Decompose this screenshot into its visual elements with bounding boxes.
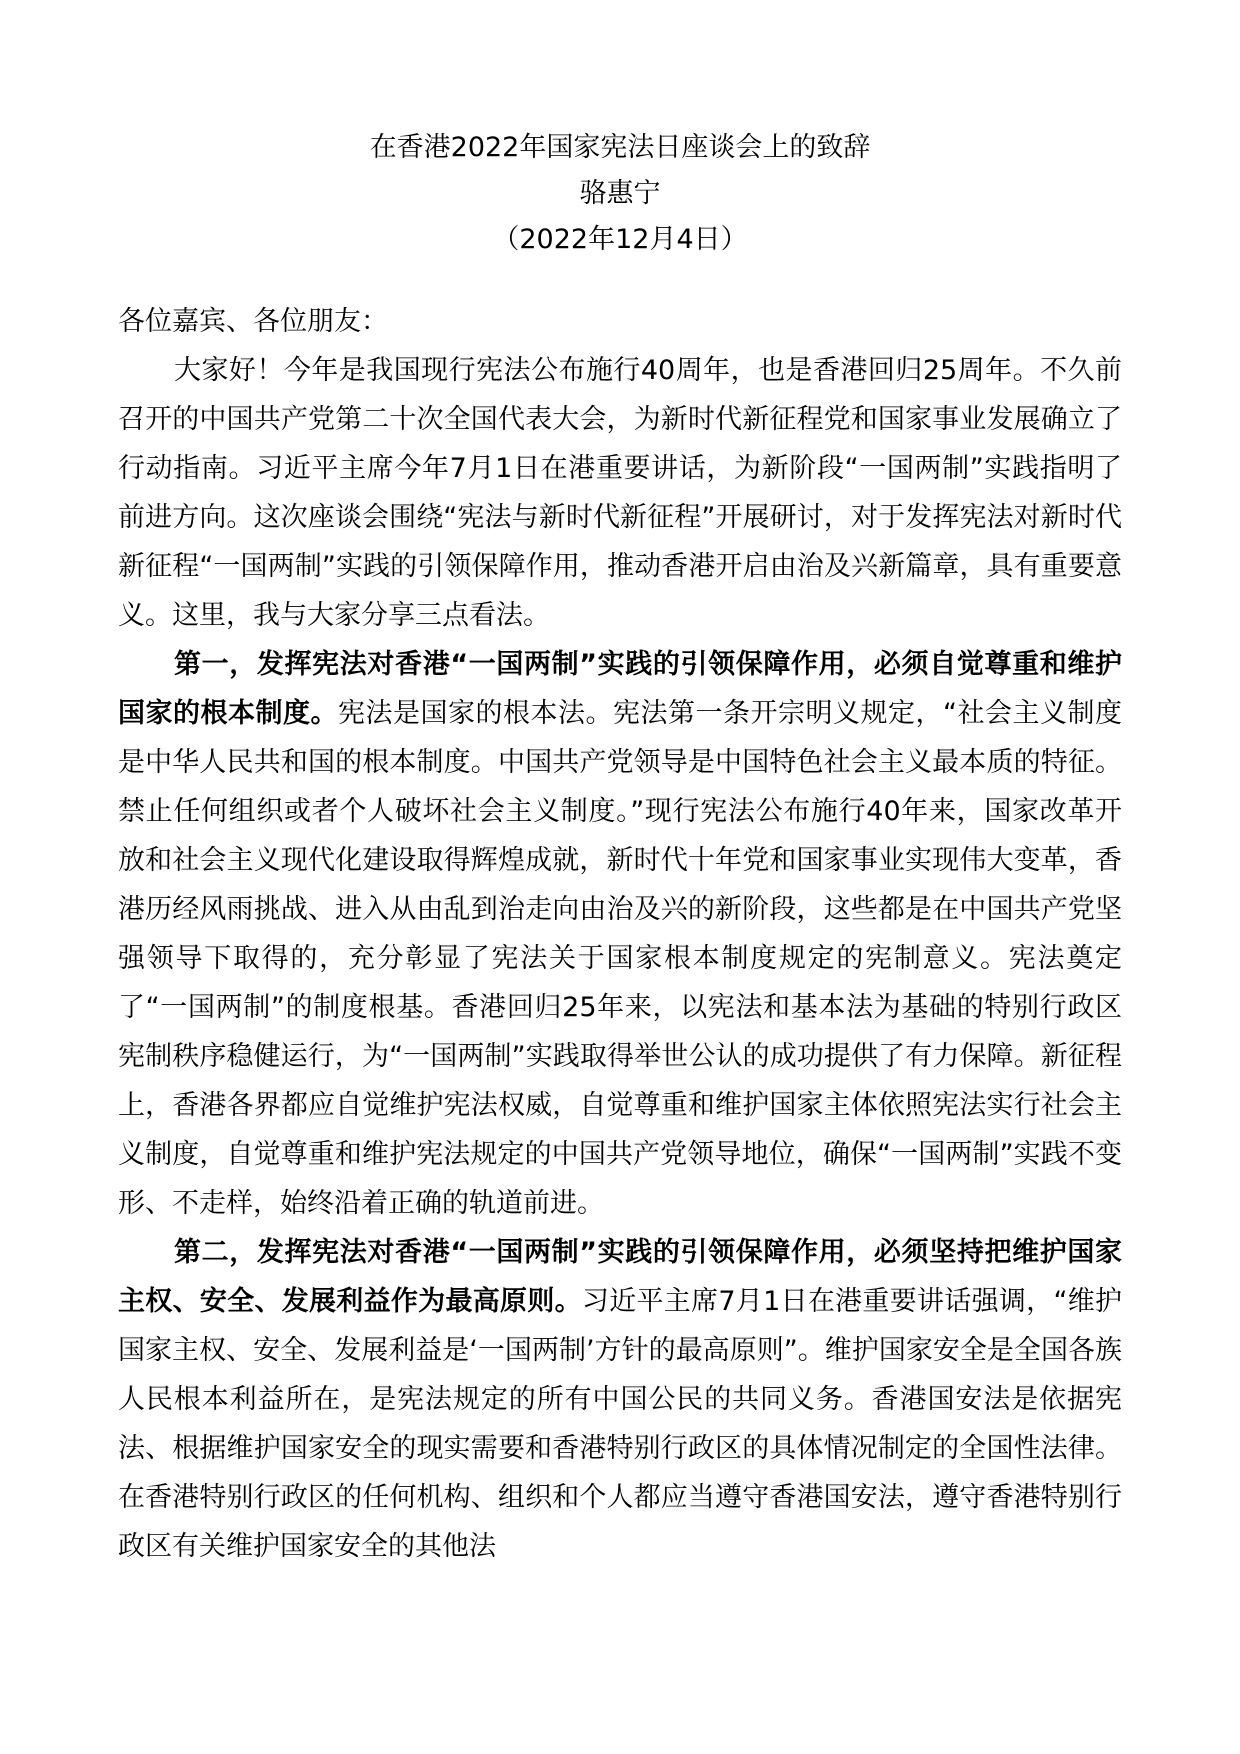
- document-page: [118, 0, 1122, 1571]
- paragraph-lead: 第一，发挥宪法对香港“一国两制”实践的引领保障作用，必须自觉尊重和维护国家的根本制度。: [118, 649, 1122, 729]
- paragraph-body: 大家好！今年是我国现行宪法公布施行40周年，也是香港回归25周年。不久前召开的中国共产党第二十次全国代表大会，为新时代新征程党和国家事业发展确立了行动指南。习近平主席今年7月1日在港重要讲话，为新阶段“一国两制”实践指明了前进方向。这次座谈会围绕“宪法与新时代新征程”开展研讨，对于发挥宪法对新时代新征程“一国两制”实践的引领保障作用，推动香港开启由治及兴新篇章，具有重要意义。这里，我与大家分享三点看法。: [118, 355, 1122, 631]
- paragraph-body: 宪法是国家的根本法。宪法第一条开宗明义规定，“社会主义制度是中华人民共和国的根本制度。中国共产党领导是中国特色社会主义最本质的特征。禁止任何组织或者个人破坏社会主义制度。”现行宪法公布施行40年来，国家改革开放和社会主义现代化建设取得辉煌成就，新时代十年党和国家事业实现伟大变革，香港历经风雨挑战、进入从由乱到治走向由治及兴的新阶段，这些都是在中国共产党坚强领导下取得的，充分彰显了宪法关于国家根本制度规定的宪制意义。宪法奠定了“一国两制”的制度根基。香港回归25年来，以宪法和基本法为基础的特别行政区宪制秩序稳健运行，为“一国两制”实践取得举世公认的成功提供了有力保障。新征程上，香港各界都应自觉维护宪法权威，自觉尊重和维护国家主体依照宪法实行社会主义制度，自觉尊重和维护宪法规定的中国共产党领导地位，确保“一国两制”实践不变形、不走样，始终沿着正确的轨道前进。: [118, 698, 1122, 1219]
- paragraph-point-two: [118, 1228, 1122, 1571]
- paragraph-body: 习近平主席7月1日在港重要讲话强调，“维护国家主权、安全、发展利益是‘一国两制’方针的最高原则”。维护国家安全是全国各族人民根本利益所在，是宪法规定的所有中国公民的共同义务。香港国安法是依据宪法、根据维护国家安全的现实需要和香港特别行政区的具体情况制定的全国性法律。在香港特别行政区的任何机构、组织和个人都应当遵守香港国安法，遵守香港特别行政区有关维护国家安全的其他法: [118, 1286, 1123, 1562]
- document-title: 在香港2022年国家宪法日座谈会上的致辞: [369, 132, 871, 163]
- salutation: 各位嘉宾、各位朋友：: [118, 306, 388, 337]
- document-date: （2022年12月4日）: [492, 224, 748, 255]
- document-author: 骆惠宁: [579, 178, 661, 209]
- paragraph-lead: 第二，发挥宪法对香港“一国两制”实践的引领保障作用，必须坚持把维护国家主权、安全、发展利益作为最高原则。: [118, 1237, 1122, 1317]
- paragraph-intro: [118, 346, 1122, 640]
- paragraph-point-one: [118, 640, 1122, 1228]
